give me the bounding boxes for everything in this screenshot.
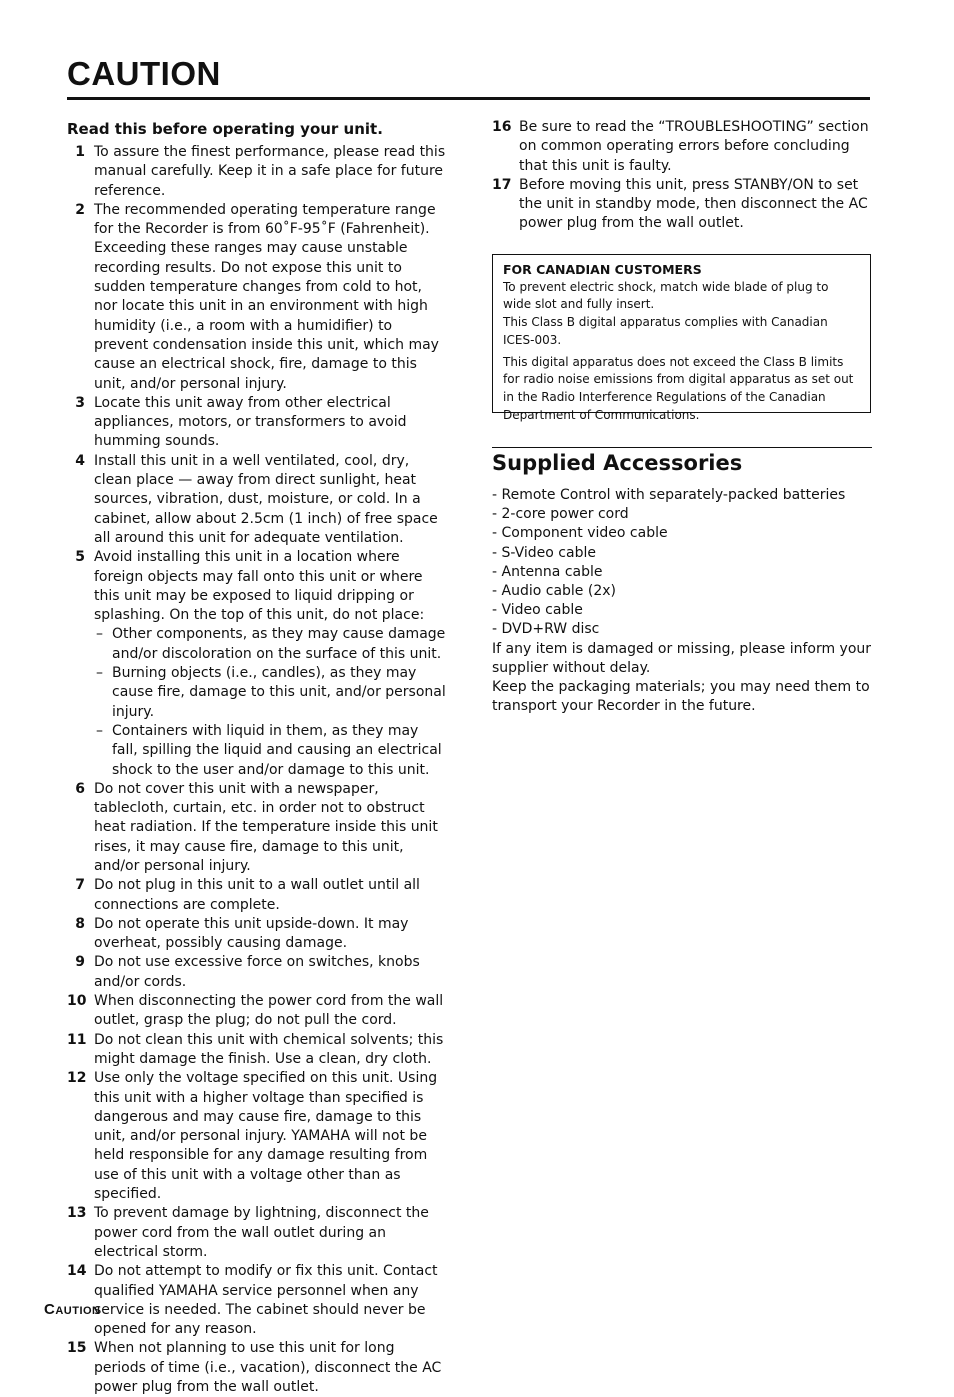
item-number: 15 <box>67 1340 87 1357</box>
caution-item <box>67 915 447 954</box>
item-number: 8 <box>75 915 85 932</box>
sub-item <box>94 722 447 780</box>
caution-item <box>67 1204 447 1262</box>
item-text: Do not clean this unit with chemical solvents; this might damage the finish. Use a clean, dry cloth. <box>94 1031 444 1067</box>
item-number: 14 <box>67 1263 87 1280</box>
caution-item <box>67 548 447 780</box>
item-number: 16 <box>492 119 512 135</box>
caution-item <box>67 953 447 992</box>
item-number: 9 <box>75 954 85 971</box>
caution-item <box>67 201 447 394</box>
sub-item <box>94 664 447 722</box>
accessories-heading: Supplied Accessories <box>492 451 743 475</box>
item-text: To assure the finest performance, please read this manual carefully. Keep it in a safe place for future reference. <box>94 144 446 199</box>
sub-item-text: Other components, as they may cause damage and/or discoloration on the surface of this unit. <box>112 626 446 662</box>
accessory-item: - S-Video cable <box>492 544 596 561</box>
item-number: 13 <box>67 1205 87 1222</box>
accessory-item: - DVD+RW disc <box>492 621 600 638</box>
caution-item <box>67 1069 447 1204</box>
canadian-customers-box <box>492 254 871 422</box>
caution-item <box>67 876 447 915</box>
item-text: Locate this unit away from other electrical appliances, motors, or transformers to avoid humming sounds. <box>94 394 407 450</box>
caution-right-column <box>492 118 872 234</box>
item-number: 3 <box>75 394 85 411</box>
item-number: 5 <box>75 549 85 566</box>
sub-item <box>94 625 447 664</box>
item-number: 2 <box>75 201 85 218</box>
title-rule <box>67 97 870 100</box>
accessories-rule <box>492 447 872 448</box>
item-text: When disconnecting the power cord from the wall outlet, grasp the plug; do not pull the cord. <box>94 993 444 1029</box>
item-number: 7 <box>75 877 85 894</box>
item-text: To prevent damage by lightning, disconnect the power cord from the wall outlet during an electrical storm. <box>94 1205 429 1260</box>
item-number: 12 <box>67 1070 87 1087</box>
accessories-note-missing: If any item is damaged or missing, please inform your supplier without delay. <box>492 640 872 676</box>
caution-item <box>67 1262 447 1339</box>
item-number: 10 <box>67 993 87 1010</box>
canadian-text-emissions: This digital apparatus does not exceed the Class B limits for radio noise emissions from digital apparatus as set out in the Radio Interference Regulations of the Canadian Department of Communications. <box>503 354 854 422</box>
item-text: Do not use excessive force on switches, knobs and/or cords. <box>94 954 420 990</box>
accessory-item: - Audio cable (2x) <box>492 583 616 600</box>
item-text: Avoid installing this unit in a location where foreign objects may fall onto this unit or where this unit may be exposed to liquid dripping or splashing. On the top of this unit, do not place: <box>94 549 425 624</box>
item-number: 11 <box>67 1031 87 1048</box>
caution-list-right <box>492 118 872 234</box>
caution-item <box>67 452 447 548</box>
caution-item <box>67 780 447 876</box>
item-number: 17 <box>492 176 512 193</box>
canadian-heading: FOR CANADIAN CUSTOMERS <box>503 262 702 277</box>
caution-item <box>67 143 447 201</box>
caution-item <box>492 176 872 234</box>
item-text: Do not cover this unit with a newspaper, tablecloth, curtain, etc. in order not to obstruct heat radiation. If the temperature inside this unit rises, it may cause fire, damage to this unit, and/or personal injury. <box>94 780 438 874</box>
dash-glyph: – <box>96 665 103 682</box>
supplied-accessories-section <box>492 449 872 716</box>
item-text: When not planning to use this unit for long periods of time (i.e., vacation), disconnect the AC power plug from the wall outlet. <box>94 1340 442 1395</box>
caution-item <box>492 118 872 176</box>
accessory-item: - Video cable <box>492 602 583 619</box>
item-text: Before moving this unit, press STANBY/ON to set the unit in standby mode, then disconnect the AC power plug from the wall outlet. <box>519 176 868 232</box>
accessory-item: - Antenna cable <box>492 563 603 580</box>
footer-section-label: Caution <box>44 1301 101 1318</box>
item-number: 1 <box>75 144 85 160</box>
accessory-item: - Component video cable <box>492 525 668 542</box>
sub-item-text: Burning objects (i.e., candles), as they may cause fire, damage to this unit, and/or personal injury. <box>112 665 446 720</box>
item-text: Be sure to read the “TROUBLESHOOTING” section on common operating errors before concluding that this unit is faulty. <box>519 119 869 174</box>
caution-item <box>67 1031 447 1070</box>
accessory-item: - 2-core power cord <box>492 506 629 523</box>
item-number: 6 <box>75 780 85 797</box>
accessories-list <box>492 486 872 640</box>
caution-item <box>67 1339 447 1397</box>
item-text: Use only the voltage specified on this unit. Using this unit with a higher voltage than specified is dangerous and may cause fire, damage to this unit, and/or personal injury. YAMAHA will not be held responsible for any damage resulting from use of this unit with a voltage other than as specified. <box>94 1070 438 1203</box>
item-text: Install this unit in a well ventilated, cool, dry, clean place — away from direct sunlight, heat sources, vibration, dust, moisture, or cold. In a cabinet, allow about 2.5cm (1 inch) of free space all around this unit for adequate ventilation. <box>94 452 438 546</box>
sub-list <box>94 625 447 779</box>
canadian-text-plug: To prevent electric shock, match wide blade of plug to wide slot and fully insert. <box>503 279 829 312</box>
accessory-item: - Remote Control with separately-packed batteries <box>492 487 846 503</box>
item-text: Do not attempt to modify or fix this unit. Contact qualified YAMAHA service personnel when any service is needed. The cabinet should never be opened for any reason. <box>94 1263 438 1338</box>
dash-glyph: – <box>96 626 103 643</box>
page-title: CAUTION <box>67 55 221 92</box>
accessories-note-packaging: Keep the packaging materials; you may need them to transport your Recorder in the future. <box>492 679 870 715</box>
dash-glyph: – <box>96 722 103 739</box>
item-text: The recommended operating temperature range for the Recorder is from 60˚F-95˚F (Fahrenheit). Exceeding these ranges may cause unstable recording results. Do not expose this unit to sudden temperature changes from cold to hot, nor locate this unit in an environment with high humidity (i.e., a room with a humidifier) to prevent condensation inside this unit, which may cause an electrical shock, fire, damage to this unit, and/or personal injury. <box>94 201 439 392</box>
item-text: Do not plug in this unit to a wall outlet until all connections are complete. <box>94 877 420 913</box>
canadian-text-ices: This Class B digital apparatus complies with Canadian ICES-003. <box>503 315 828 347</box>
caution-item <box>67 992 447 1031</box>
item-text: Do not operate this unit upside-down. It may overheat, possibly causing damage. <box>94 915 409 952</box>
sub-item-text: Containers with liquid in them, as they may fall, spilling the liquid and causing an electrical shock to the user and/or damage to this unit. <box>112 722 442 778</box>
read-before-heading: Read this before operating your unit. <box>67 120 383 138</box>
item-number: 4 <box>75 452 85 469</box>
caution-list-left <box>67 143 447 1397</box>
caution-left-column <box>67 118 447 1397</box>
caution-item <box>67 394 447 452</box>
